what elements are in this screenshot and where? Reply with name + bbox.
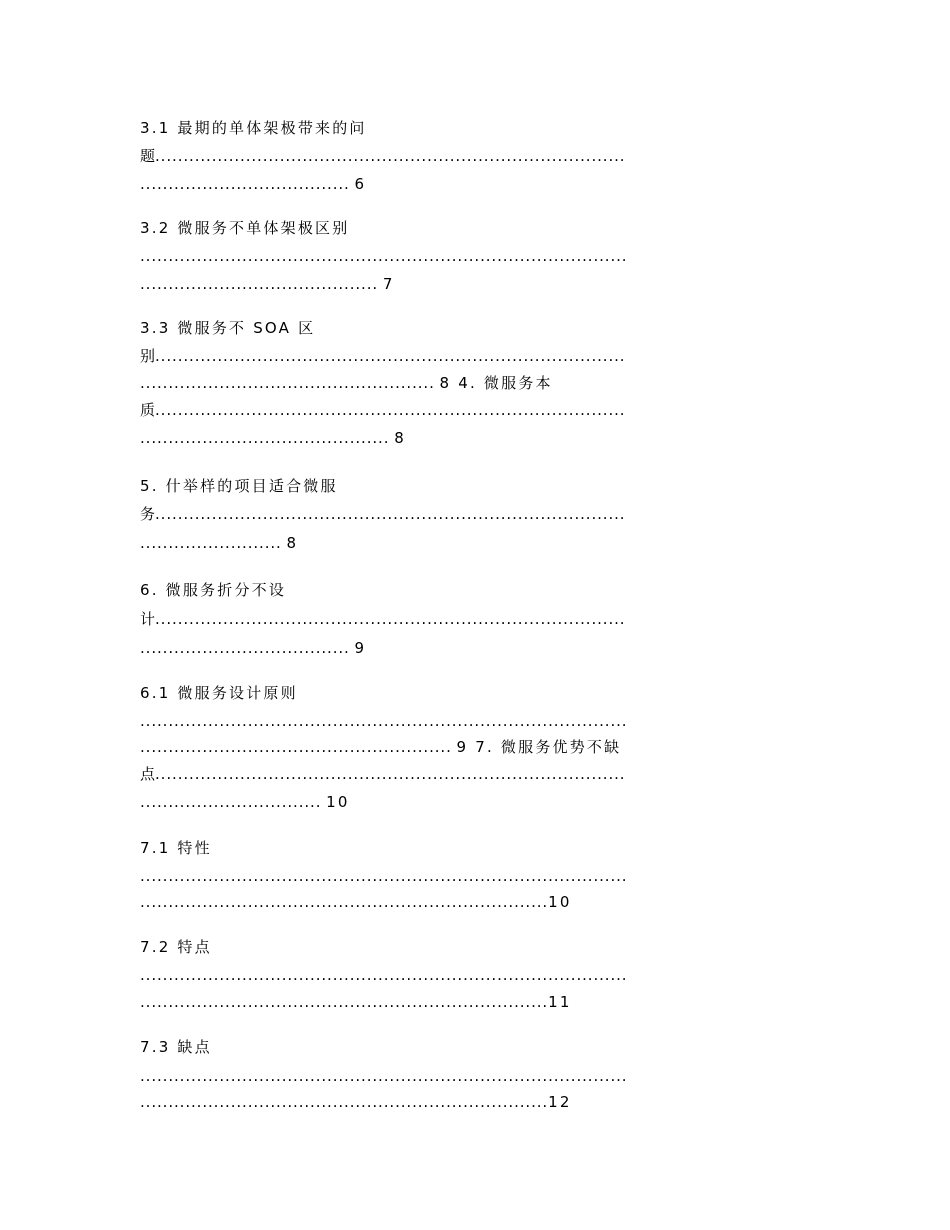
toc-entry-7-leader: [140, 764, 625, 784]
toc-entry-7-3-leader: [140, 1066, 627, 1086]
toc-entry-3-1-lead-char: 题: [140, 147, 156, 165]
toc-entry-3-3-leader: [140, 346, 625, 366]
toc-entry-6-lead-char: 计: [140, 610, 156, 628]
dot-leader: ........................................................................: [140, 993, 549, 1011]
dot-leader: ...................................................................................: [155, 505, 626, 523]
toc-entry-3-1-page[interactable]: 6: [354, 175, 367, 193]
dot-leader: ................................: [140, 793, 322, 811]
dot-leader: .....................................: [140, 639, 350, 657]
toc-entry-4-leader-end: [140, 428, 406, 448]
toc-entry-7-2-title[interactable]: 7.2 特点: [140, 938, 212, 956]
dot-leader: .......................................................: [140, 738, 452, 756]
toc-entry-5-title[interactable]: 5. 什举样的项目适合微服: [140, 477, 338, 495]
toc-entry-4-leader: [140, 400, 625, 420]
toc-entry-4-lead-char: 质: [140, 401, 156, 419]
toc-entry-4-page[interactable]: 8: [394, 429, 406, 447]
toc-entry-5-page[interactable]: 8: [286, 534, 299, 552]
toc-entry-7-lead-char: 点: [140, 765, 156, 783]
toc-entry-3-1-leader-end: [140, 174, 366, 194]
dot-leader: ...................................................................................: [155, 610, 626, 628]
dot-leader: ...................................................................................: [155, 147, 626, 165]
toc-entry-3-3-leader-end: [140, 373, 553, 393]
toc-entry-3-3-title[interactable]: 3.3 微服务不 SOA 区: [140, 319, 316, 337]
dot-leader: .........................: [140, 534, 282, 552]
dot-leader: ...................................................................................: [155, 401, 626, 419]
toc-entry-6-title[interactable]: 6. 微服务折分不设: [140, 581, 287, 599]
toc-entry-3-2-leader-end: [140, 274, 395, 294]
toc-entry-3-3-lead-char: 别: [140, 347, 156, 365]
toc-entry-3-1-leader: [140, 146, 625, 166]
dot-leader: .....................................: [140, 175, 350, 193]
toc-entry-6-1-title[interactable]: 6.1 微服务设计原则: [140, 684, 298, 702]
toc-entry-6-1-leader-end: [140, 737, 621, 757]
toc-entry-6-leader-end: [140, 638, 366, 658]
toc-entry-7-1-page[interactable]: 10: [548, 893, 572, 911]
toc-entry-7-1-leader-end: [140, 892, 572, 912]
toc-entry-3-3-page-and-4-title[interactable]: 8 4. 微服务本: [439, 374, 553, 392]
dot-leader: ............................................: [140, 429, 390, 447]
dot-leader: ...................................................................................: [155, 347, 626, 365]
toc-entry-7-2-leader: [140, 965, 627, 985]
toc-entry-6-page[interactable]: 9: [354, 639, 367, 657]
toc-entry-3-2-page[interactable]: 7: [382, 275, 395, 293]
toc-entry-3-2-leader: [140, 246, 627, 266]
toc-entry-6-1-leader: [140, 711, 627, 731]
dot-leader: ....................................................: [140, 374, 435, 392]
toc-entry-7-3-leader-end: [140, 1092, 572, 1112]
toc-entry-7-2-page[interactable]: 11: [548, 993, 572, 1011]
toc-entry-6-1-page-and-7-title[interactable]: 9 7. 微服务优势不缺: [456, 738, 622, 756]
toc-entry-7-3-title[interactable]: 7.3 缺点: [140, 1038, 212, 1056]
toc-entry-3-1-title[interactable]: 3.1 最期的单体架极带来的问: [140, 119, 367, 137]
toc-entry-7-leader-end: [140, 792, 350, 812]
toc-entry-7-1-title[interactable]: 7.1 特性: [140, 839, 212, 857]
toc-entry-5-leader: [140, 504, 625, 524]
toc-entry-7-page[interactable]: 10: [326, 793, 350, 811]
toc-entry-7-2-leader-end: [140, 992, 572, 1012]
toc-entry-5-lead-char: 务: [140, 505, 156, 523]
dot-leader: ...................................................................................: [155, 765, 626, 783]
dot-leader: ......................................................................................: [140, 966, 628, 984]
toc-entry-5-leader-end: [140, 533, 298, 553]
dot-leader: ......................................................................................: [140, 712, 628, 730]
toc-entry-3-2-title[interactable]: 3.2 微服务不单体架极区别: [140, 219, 350, 237]
toc-entry-6-leader: [140, 609, 625, 629]
toc-entry-7-3-page[interactable]: 12: [548, 1093, 572, 1111]
dot-leader: ........................................................................: [140, 893, 549, 911]
dot-leader: ......................................................................................: [140, 247, 628, 265]
dot-leader: ......................................................................................: [140, 1067, 628, 1085]
toc-entry-7-1-leader: [140, 866, 627, 886]
dot-leader: ........................................................................: [140, 1093, 549, 1111]
dot-leader: ..........................................: [140, 275, 379, 293]
dot-leader: ......................................................................................: [140, 867, 628, 885]
